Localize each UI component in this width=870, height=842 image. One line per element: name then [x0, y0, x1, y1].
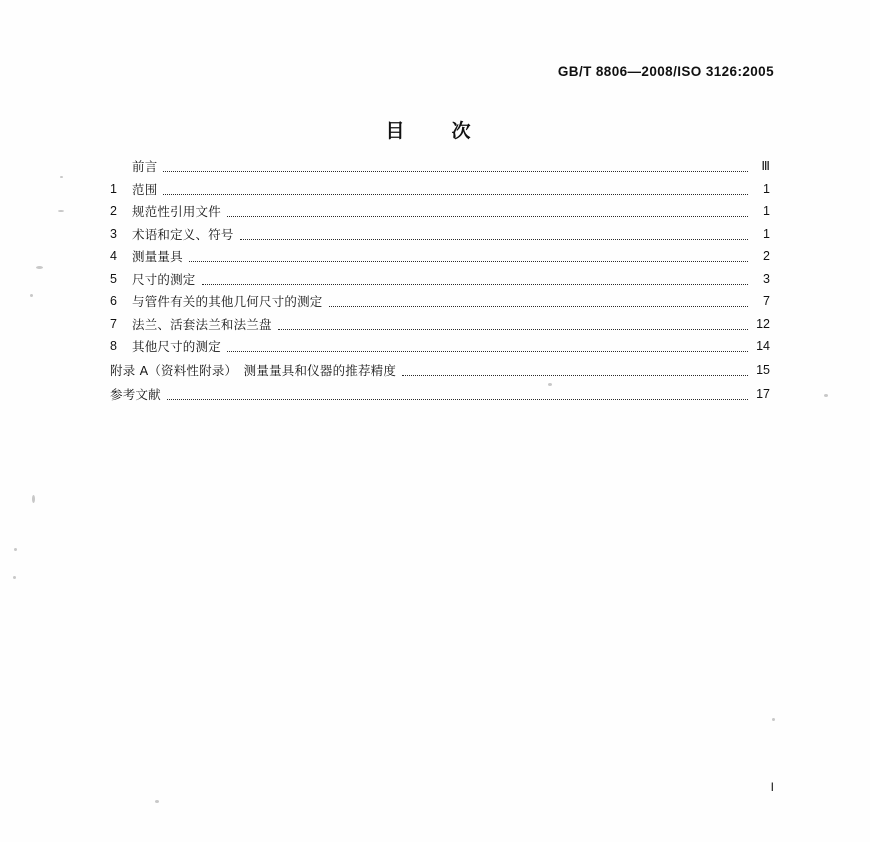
toc-entry[interactable]	[110, 158, 770, 175]
toc-entry-appendix[interactable]	[110, 362, 770, 379]
toc-entry-page: 1	[763, 181, 770, 196]
scan-speck	[30, 294, 33, 297]
toc-entry[interactable]	[110, 293, 770, 310]
toc-leader-dots	[202, 284, 748, 285]
toc-entry-page: Ⅲ	[761, 159, 770, 173]
toc-entry[interactable]	[110, 271, 770, 288]
toc-entry-number: 4	[110, 249, 117, 263]
toc-leader-dots	[189, 261, 748, 262]
toc-entry[interactable]	[110, 316, 770, 333]
toc-entry-page: 1	[763, 226, 770, 241]
toc-entry-page: 7	[763, 294, 770, 308]
toc-leader-dots	[167, 399, 748, 400]
toc-entry-number: 5	[110, 271, 117, 286]
toc-entry-page: 15	[756, 363, 770, 377]
toc-entry[interactable]	[110, 338, 770, 355]
toc-leader-dots	[240, 239, 748, 240]
page-title: 目 次	[385, 120, 485, 142]
toc-entry-number: 8	[110, 339, 117, 353]
scan-speck	[155, 800, 159, 803]
toc-entry-label: 附录 A（资料性附录） 测量量具和仪器的推荐精度	[110, 363, 397, 378]
toc-leader-dots	[329, 306, 748, 307]
footer-page-number: I	[770, 780, 774, 794]
scan-speck	[14, 548, 17, 551]
toc-entry-references[interactable]	[110, 386, 770, 403]
toc-entry-number: 7	[110, 316, 117, 331]
toc-entry-label: 范围	[132, 181, 158, 197]
scan-speck	[58, 210, 64, 212]
toc-leader-dots	[402, 375, 748, 376]
standard-code-header: GB/T 8806—2008/ISO 3126:2005	[557, 64, 774, 79]
toc-entry-number: 6	[110, 294, 117, 308]
scan-speck	[772, 718, 775, 721]
toc-entry-label: 前言	[132, 159, 158, 174]
scan-speck	[60, 176, 63, 178]
toc-entry-page: 2	[763, 249, 770, 263]
scan-speck	[32, 495, 35, 503]
toc-entry-label: 参考文献	[110, 387, 161, 402]
toc-entry-page: 3	[763, 271, 770, 286]
toc-leader-dots	[227, 351, 748, 352]
table-of-contents	[110, 158, 770, 409]
scan-speck	[824, 394, 828, 397]
toc-entry-label: 尺寸的测定	[132, 271, 196, 287]
toc-leader-dots	[163, 171, 748, 172]
toc-entry-page: 1	[763, 204, 770, 218]
toc-entry-number: 1	[110, 181, 117, 196]
scan-speck	[36, 266, 43, 269]
toc-entry[interactable]	[110, 226, 770, 243]
toc-entry-number: 3	[110, 226, 117, 241]
toc-entry-page: 14	[756, 339, 770, 353]
toc-entry-label: 规范性引用文件	[132, 204, 221, 219]
toc-entry-label: 其他尺寸的测定	[132, 339, 221, 354]
toc-entry-label: 测量量具	[132, 249, 183, 264]
toc-leader-dots	[163, 194, 748, 195]
toc-leader-dots	[278, 329, 748, 330]
toc-entry-label: 术语和定义、符号	[132, 226, 234, 242]
toc-entry[interactable]	[110, 181, 770, 198]
toc-entry[interactable]	[110, 248, 770, 265]
toc-entry[interactable]	[110, 203, 770, 220]
toc-entry-label: 与管件有关的其他几何尺寸的测定	[132, 294, 323, 309]
toc-entry-page: 17	[756, 387, 770, 401]
toc-leader-dots	[227, 216, 748, 217]
toc-entry-number: 2	[110, 204, 117, 218]
scan-speck	[13, 576, 16, 579]
toc-entry-label: 法兰、活套法兰和法兰盘	[132, 316, 272, 332]
toc-entry-page: 12	[756, 316, 770, 331]
